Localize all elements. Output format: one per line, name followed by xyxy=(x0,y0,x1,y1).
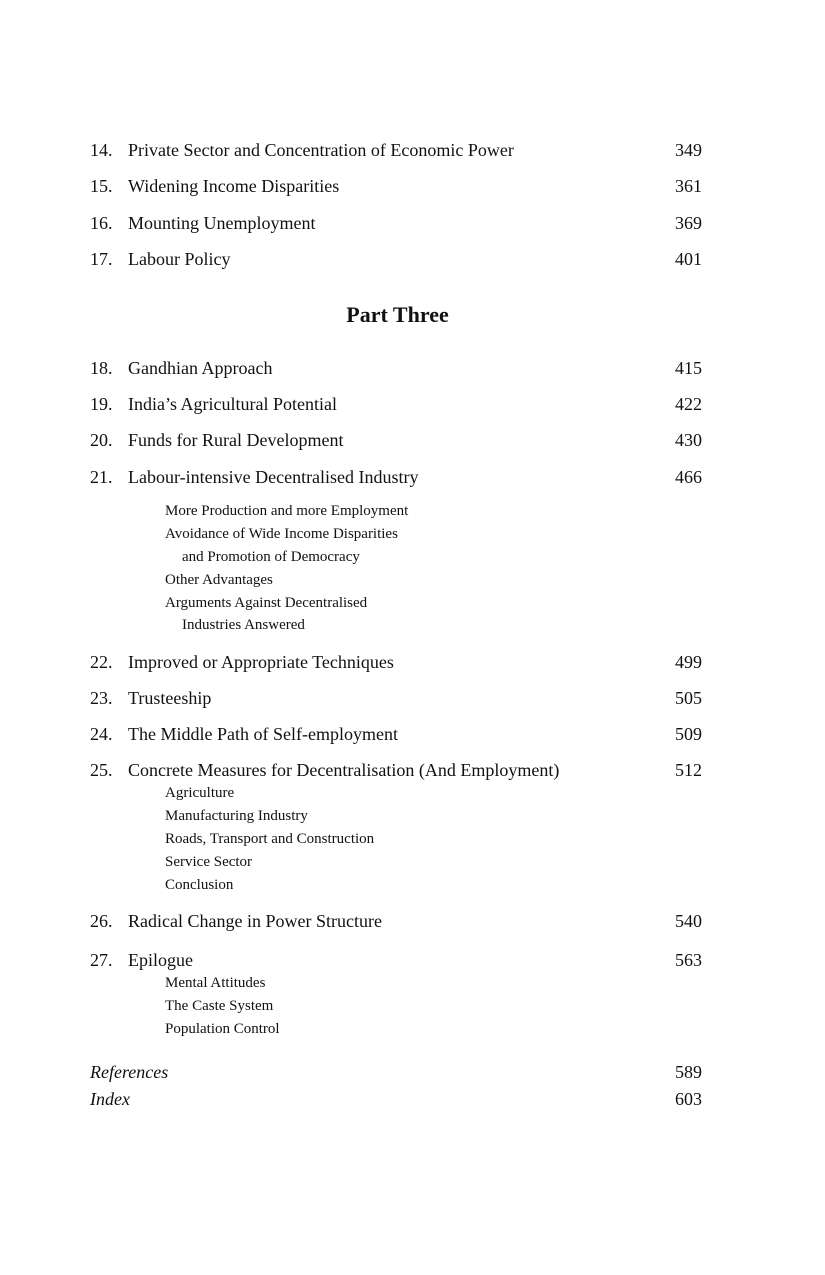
subsection-item: Roads, Transport and Construction xyxy=(165,831,375,847)
entry-title: Labour Policy xyxy=(128,249,231,269)
entry-title: Improved or Appropriate Techniques xyxy=(128,652,394,672)
entry-page: 466 xyxy=(675,467,702,487)
entry-page: 603 xyxy=(675,1089,702,1109)
entry-page: 401 xyxy=(675,249,702,269)
entry-number: 18. xyxy=(90,358,113,378)
subsection-item: Arguments Against Decentralised xyxy=(165,595,368,611)
entry-title: Concrete Measures for Decentralisation (And Employment) xyxy=(128,760,560,780)
entry-page: 512 xyxy=(675,760,702,780)
subsection-item: and Promotion of Democracy xyxy=(182,549,360,565)
entry-number: 17. xyxy=(90,249,113,269)
entry-title: Radical Change in Power Structure xyxy=(128,911,382,931)
subsection-item: Avoidance of Wide Income Disparities xyxy=(165,526,398,542)
subsection-item: More Production and more Employment xyxy=(165,503,409,519)
entry-title: India’s Agricultural Potential xyxy=(128,394,337,414)
entry-number: 16. xyxy=(90,213,113,233)
entry-page: 563 xyxy=(675,950,702,970)
entry-number: 15. xyxy=(90,176,113,196)
entry-title: The Middle Path of Self-employment xyxy=(128,724,398,744)
subsection-item: Industries Answered xyxy=(182,617,305,633)
entry-title: Labour-intensive Decentralised Industry xyxy=(128,467,419,487)
subsection-item: Other Advantages xyxy=(165,572,273,588)
subsection-item: The Caste System xyxy=(165,998,274,1014)
subsection-item: Agriculture xyxy=(165,785,235,801)
entry-number: 20. xyxy=(90,430,113,450)
entry-title: Epilogue xyxy=(128,950,193,970)
entry-page: 540 xyxy=(675,911,702,931)
entry-title: References xyxy=(90,1062,169,1082)
entry-number: 24. xyxy=(90,724,113,744)
entry-title: Mounting Unemployment xyxy=(128,213,316,233)
entry-page: 369 xyxy=(675,213,702,233)
entry-number: 14. xyxy=(90,140,113,160)
entry-number: 25. xyxy=(90,760,113,780)
part-heading: Part Three xyxy=(346,302,449,327)
entry-page: 499 xyxy=(675,652,702,672)
subsection-item: Mental Attitudes xyxy=(165,975,266,991)
entry-number: 26. xyxy=(90,911,113,931)
entry-page: 422 xyxy=(675,394,702,414)
entry-title: Funds for Rural Development xyxy=(128,430,344,450)
subsection-item: Service Sector xyxy=(165,854,253,870)
entry-page: 505 xyxy=(675,688,702,708)
entry-page: 589 xyxy=(675,1062,702,1082)
subsection-item: Conclusion xyxy=(165,877,234,893)
entry-number: 21. xyxy=(90,467,113,487)
subsection-item: Manufacturing Industry xyxy=(165,808,308,824)
entry-page: 415 xyxy=(675,358,702,378)
entry-number: 19. xyxy=(90,394,113,414)
entry-page: 430 xyxy=(675,430,702,450)
entry-page: 361 xyxy=(675,176,702,196)
entry-page: 509 xyxy=(675,724,702,744)
entry-title: Gandhian Approach xyxy=(128,358,273,378)
entry-title: Trusteeship xyxy=(128,688,212,708)
entry-page: 349 xyxy=(675,140,702,160)
subsection-item: Population Control xyxy=(165,1021,280,1037)
entry-number: 23. xyxy=(90,688,113,708)
entry-title: Private Sector and Concentration of Economic Power xyxy=(128,140,514,160)
entry-title: Index xyxy=(90,1089,130,1109)
entry-number: 22. xyxy=(90,652,113,672)
entry-number: 27. xyxy=(90,950,113,970)
entry-title: Widening Income Disparities xyxy=(128,176,340,196)
